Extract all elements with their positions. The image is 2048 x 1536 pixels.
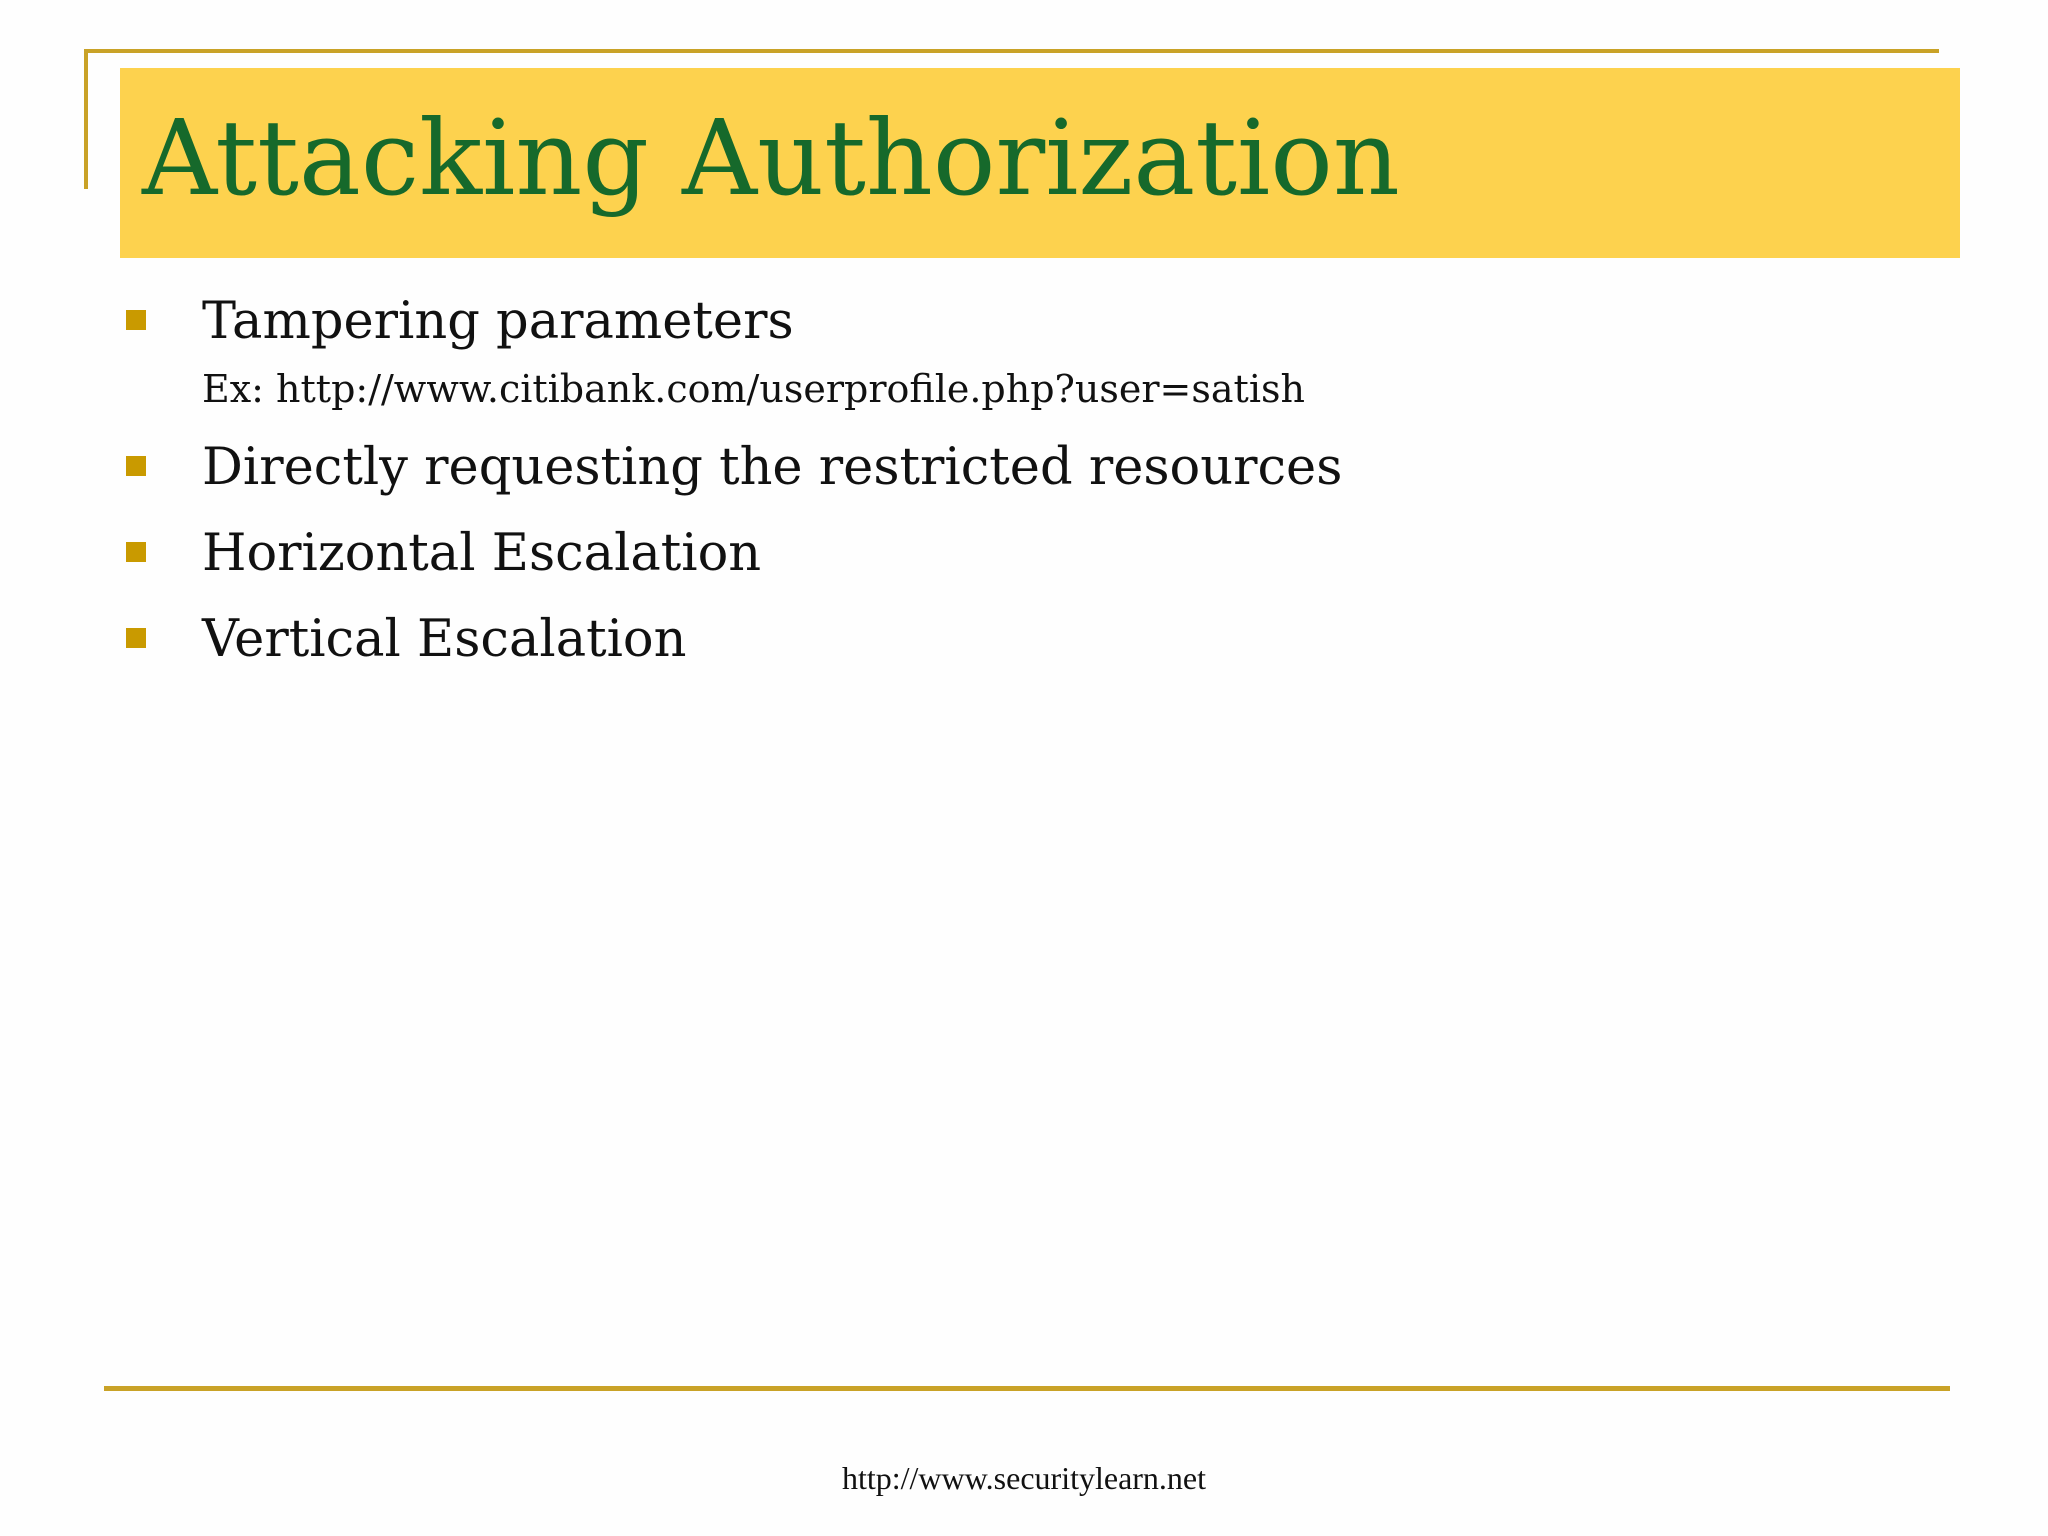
frame-top-rule — [84, 49, 1939, 53]
bullet-item-tampering-parameters — [126, 288, 1906, 416]
bullet-item-vertical-escalation — [126, 606, 1906, 674]
bullet-text: Tampering parameters — [202, 292, 794, 351]
bullet-item-directly-requesting — [126, 434, 1906, 502]
square-bullet-icon — [126, 310, 146, 330]
frame-left-rule — [84, 49, 88, 189]
square-bullet-icon — [126, 628, 146, 648]
footer-rule — [104, 1386, 1950, 1391]
bullet-text: Horizontal Escalation — [202, 524, 762, 583]
square-bullet-icon — [126, 456, 146, 476]
bullet-text: Vertical Escalation — [202, 610, 687, 669]
bullet-text: Directly requesting the restricted resources — [202, 438, 1343, 497]
slide-title: Attacking Authorization — [142, 97, 1400, 219]
square-bullet-icon — [126, 542, 146, 562]
example-url-text: Ex: http://www.citibank.com/userprofile.php?user=satish — [202, 367, 1305, 411]
bullet-list — [126, 288, 1906, 692]
footer-url: http://www.securitylearn.net — [841, 1460, 1207, 1496]
bullet-item-horizontal-escalation — [126, 520, 1906, 588]
